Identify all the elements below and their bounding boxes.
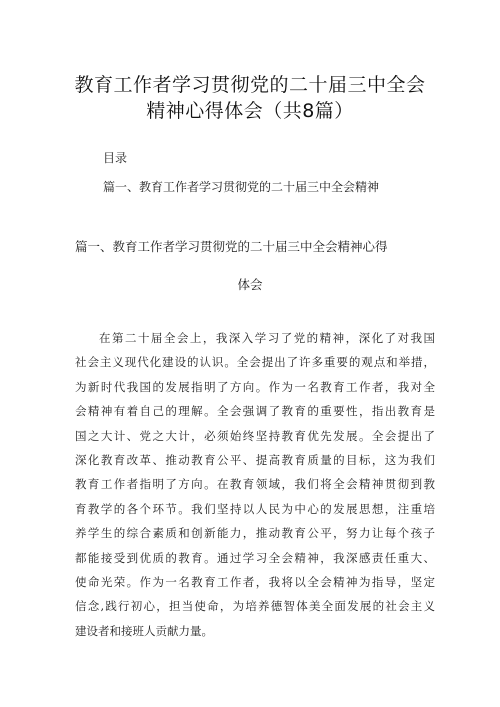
paragraph-line: 为新时代我国的发展指明了方向。作为一名教育工作者，我对全 — [75, 379, 435, 394]
document-title-line-2: 精神心得体会（共8篇） — [146, 100, 354, 122]
paragraph-line: 深化教育改革、推动教育公平、提高教育质量的目标，这为我们 — [75, 453, 435, 468]
body-paragraph — [75, 326, 435, 643]
toc-item[interactable]: 篇一、教育工作者学习贯彻党的二十届三中全会精神 — [103, 180, 380, 194]
paragraph-line: 信念,践行初心，担当使命，为培养德智体美全面发展的社会主义 — [75, 599, 435, 614]
paragraph-line: 建设者和接班人贡献力量。 — [75, 623, 213, 638]
paragraph-line: 国之大计、党之大计，必须始终坚持教育优先发展。全会提出了 — [75, 428, 435, 443]
paragraph-line: 使命光荣。作为一名教育工作者，我将以全会精神为指导，坚定 — [75, 575, 435, 590]
paragraph-line: 在第二十届全会上，我深入学习了党的精神，深化了对我国 — [99, 331, 435, 345]
document-title-line-1: 教育工作者学习贯彻党的二十届三中全会 — [74, 74, 426, 96]
toc-heading: 目录 — [103, 151, 128, 165]
section-title-line-2: 体会 — [237, 277, 263, 292]
paragraph-line: 养学生的综合素质和创新能力，推动教育公平，努力让每个孩子 — [75, 526, 435, 541]
paragraph-line: 育教学的各个环节。我们坚持以人民为中心的发展思想，注重培 — [75, 501, 435, 516]
paragraph-line: 都能接受到优质的教育。通过学习全会精神，我深感责任重大、 — [75, 550, 435, 565]
paragraph-line: 会精神有着自己的理解。全会强调了教育的重要性，指出教育是 — [75, 404, 435, 419]
paragraph-line: 教育工作者指明了方向。在教育领域，我们将全会精神贯彻到教 — [75, 477, 435, 492]
paragraph-line: 社会主义现代化建设的认识。全会提出了许多重要的观点和举措， — [75, 355, 435, 370]
section-title-line-1: 篇一、教育工作者学习贯彻党的二十届三中全会精神心得 — [75, 239, 388, 254]
